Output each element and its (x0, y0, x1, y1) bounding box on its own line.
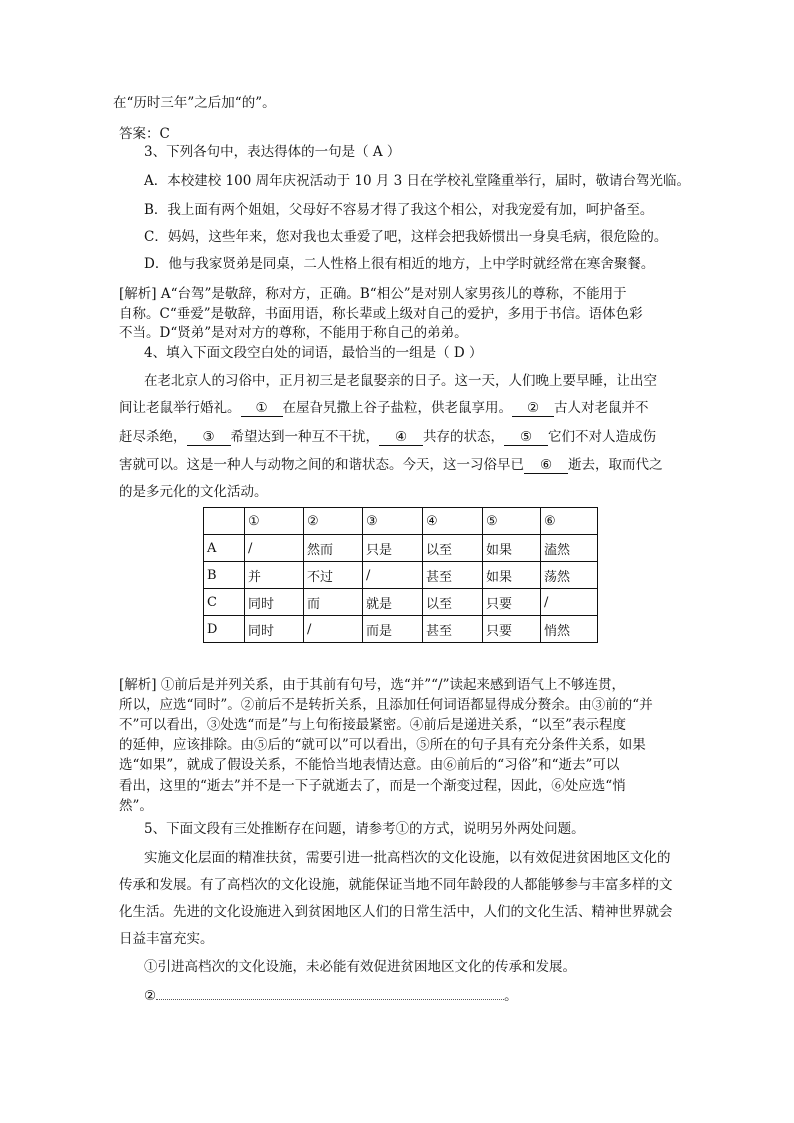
passage-text: 害就可以。这是一种人与动物之间的和谐状态。今天，这一习俗早已 (119, 457, 524, 473)
table-cell: A (204, 535, 245, 562)
table-cell: 甚至 (423, 616, 483, 643)
passage-text: 希望达到一种互不干扰， (230, 429, 379, 445)
table-header-cell: ③ (363, 508, 423, 535)
answer-blank-dotted[interactable] (156, 989, 504, 1000)
table-cell: 以至 (423, 589, 483, 616)
table-row (204, 562, 598, 589)
table-cell: 溘然 (541, 535, 598, 562)
table-cell: 甚至 (423, 562, 483, 589)
table-header-cell: ④ (423, 508, 483, 535)
question-5-answer-line (144, 987, 518, 1005)
table-cell: 而是 (363, 616, 423, 643)
table-cell: / (363, 562, 423, 589)
passage-line-4 (119, 456, 663, 474)
answer-number: ② (144, 988, 157, 1004)
question-3-option-c: C．妈妈，这些年来，您对我也太垂爱了吧，这样会把我娇惯出一身臭毛病，很危险的。 (144, 229, 668, 245)
question-3-option-a: A．本校建校 100 周年庆祝活动于 10 月 3 日在学校礼堂隆重举行，届时，敬请台驾光临。 (144, 173, 691, 189)
blank-4: ④ (379, 429, 423, 446)
blank-5: ⑤ (504, 429, 548, 446)
table-cell: B (204, 562, 245, 589)
table-cell: 以至 (423, 535, 483, 562)
question-3-analysis-line-3: 不当。D“贤弟”是对对方的尊称，不能用于称自己的弟弟。 (119, 325, 468, 341)
question-5-stem: 5、下面文段有三处推断存在问题，请参考①的方式，说明另外两处问题。 (144, 821, 585, 837)
table-cell: 如果 (483, 562, 541, 589)
table-cell: 而 (304, 589, 363, 616)
question-3-stem: 3、下列各句中，表达得体的一句是（ A ） (144, 144, 401, 160)
table-row (204, 589, 598, 616)
table-header-cell (204, 508, 245, 535)
table-cell: 并 (245, 562, 304, 589)
passage-text: 共存的状态， (423, 429, 504, 445)
options-table (203, 507, 598, 643)
passage-text: 逝去，取而代之 (568, 457, 663, 473)
table-row (204, 616, 598, 643)
table-header-cell: ① (245, 508, 304, 535)
question-3-option-b: B．我上面有两个姐姐，父母好不容易才得了我这个相公，对我宠爱有加，呵护备至。 (144, 202, 654, 218)
blank-6: ⑥ (524, 457, 568, 474)
table-cell: 只要 (483, 589, 541, 616)
table-cell: 同时 (245, 616, 304, 643)
table-cell: 只要 (483, 616, 541, 643)
table-cell: C (204, 589, 245, 616)
table-header-cell: ⑥ (541, 508, 598, 535)
table-row (204, 535, 598, 562)
question-5-passage-line-3: 化生活。先进的文化设施进入到贫困地区人们的日常生活中，人们的文化生活、精神世界就会 (119, 904, 673, 920)
table-cell: D (204, 616, 245, 643)
table-header-cell: ② (304, 508, 363, 535)
blank-2: ② (512, 400, 554, 417)
question-4-analysis-line-2: 所以，应选“同时”。②前后不是转折关系，且添加任何词语都显得成分赘余。由③前的“并 (119, 697, 653, 713)
answer-end-mark: 。 (504, 988, 518, 1004)
table-cell: 只是 (363, 535, 423, 562)
question-4-analysis-line-4: 的延伸，应该排除。由⑤后的“就可以”可以看出，⑤所在的句子具有充分条件关系，如果 (119, 737, 646, 753)
passage-line-3 (119, 428, 656, 446)
passage-text: 古人对老鼠并不 (554, 400, 649, 416)
passage-line-5: 的是多元化的文化活动。 (119, 484, 268, 500)
passage-text: 在屋旮旯撒上谷子盐粒，供老鼠享用。 (282, 400, 512, 416)
table-cell: / (304, 616, 363, 643)
blank-3: ③ (187, 429, 231, 446)
prev-answer-tail: 在“历时三年”之后加“的”。 (113, 95, 276, 111)
table-cell: 荡然 (541, 562, 598, 589)
passage-text: 它们不对人造成伤 (548, 429, 656, 445)
table-cell: 不过 (304, 562, 363, 589)
question-4-analysis-line-3: 不”可以看出，③处选“而是”与上句衔接最紧密。④前后是递进关系，“以至”表示程度 (119, 717, 627, 733)
table-header-cell: ⑤ (483, 508, 541, 535)
question-4-analysis-line-7: 然”。 (119, 798, 153, 814)
question-3-analysis-line-1: [解析] A“台驾”是敬辞，称对方，正确。B“相公”是对别人家男孩儿的尊称，不能用于 (119, 286, 627, 302)
table-cell: 同时 (245, 589, 304, 616)
question-5-passage-line-1: 实施文化层面的精准扶贫，需要引进一批高档次的文化设施，以有效促进贫困地区文化的 (144, 850, 671, 866)
passage-text: 间让老鼠举行婚礼。 (119, 400, 241, 416)
table-cell: / (541, 589, 598, 616)
question-5-passage-line-2: 传承和发展。有了高档次的文化设施，就能保证当地不同年龄段的人都能够参与丰富多样的文 (119, 877, 673, 893)
passage-text: 赶尽杀绝， (119, 429, 187, 445)
table-cell: 悄然 (541, 616, 598, 643)
question-4-analysis-line-5: 选“如果”，就成了假设关系，不能恰当地表情达意。由⑥前后的“习俗”和“逝去”可以 (119, 757, 620, 773)
question-4-analysis-line-6: 看出，这里的“逝去”并不是一下子就逝去了，而是一个渐变过程，因此，⑥处应选“悄 (119, 778, 626, 794)
table-cell: 然而 (304, 535, 363, 562)
table-cell: 就是 (363, 589, 423, 616)
passage-line-1: 在老北京人的习俗中，正月初三是老鼠娶亲的日子。这一天，人们晚上要早睡，让出空 (144, 373, 657, 389)
question-3-analysis-line-2: 自称。C“垂爱”是敬辞，书面用语，称长辈或上级对自己的爱护，多用于书信。语体色彩 (119, 306, 643, 322)
table-cell: / (245, 535, 304, 562)
question-5-example-answer: ①引进高档次的文化设施，未必能有效促进贫困地区文化的传承和发展。 (144, 959, 576, 975)
answer-line: 答案：C (119, 126, 170, 142)
question-3-option-d: D．他与我家贤弟是同桌，二人性格上很有相近的地方，上中学时就经常在寒舍聚餐。 (144, 256, 655, 272)
question-5-passage-line-4: 日益丰富充实。 (119, 931, 214, 947)
blank-1: ① (241, 400, 283, 417)
passage-line-2 (119, 399, 649, 417)
question-4-stem: 4、填入下面文段空白处的词语，最恰当的一组是（ D ） (144, 345, 483, 361)
table-cell: 如果 (483, 535, 541, 562)
question-4-analysis-line-1: [解析] ①前后是并列关系，由于其前有句号，选“并”“/”读起来感到语气上不够连贯， (119, 677, 625, 693)
table-header-row (204, 508, 598, 535)
